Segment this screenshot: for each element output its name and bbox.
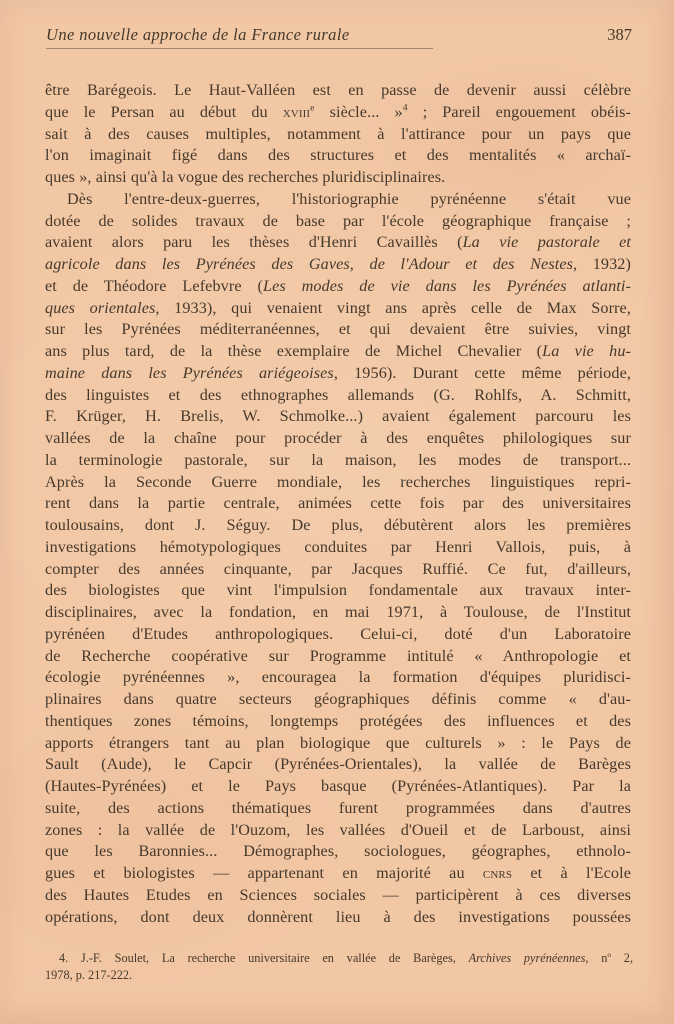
text-run: la terminologie pastorale, sur la maison, les modes de transport... — [45, 450, 631, 469]
italic-run: ques orientales — [45, 298, 156, 317]
text-run: vallées de la chaîne pour procéder à des enquêtes philologiques sur — [45, 429, 631, 447]
footnote — [45, 950, 633, 983]
text-line — [45, 493, 631, 515]
text-run: , n — [585, 951, 608, 965]
text-run: des linguistes et des ethnographes allemands (G. Rohlfs, A. Schmitt, — [45, 385, 631, 404]
superscript-run: 4 — [402, 102, 408, 114]
text-run: plinaires dans quatre secteurs géographiques définis comme « d'au- — [45, 690, 631, 708]
text-run: 1978, p. 217-222. — [45, 967, 133, 982]
text-line — [45, 646, 631, 668]
italic-run: Archives pyrénéennes — [468, 951, 586, 965]
italic-run: agricole dans les Pyrénées des Gaves, de l'Adour et des Nestes — [45, 255, 574, 273]
text-run: des Hautes Etudes en Sciences sociales — participèrent à ces diverses — [45, 885, 631, 904]
text-run: investigations hémotypologiques conduites par Henri Vallois, puis, à — [45, 537, 631, 556]
text-line — [45, 167, 631, 189]
text-run: Dès l'entre-deux-guerres, l'historiographie pyrénéenne s'était vue — [67, 189, 631, 208]
text-run: siècle... » — [314, 102, 403, 121]
text-run: écologie pyrénéennes », encouragea la formation d'équipes pluridisci- — [45, 668, 631, 687]
text-run: 4. J.-F. Soulet, La recherche universitaire en vallée de Barèges, — [59, 951, 469, 965]
text-run: 2, — [611, 951, 634, 965]
text-run: pyrénéen d'Etudes anthropologiques. Celui-ci, doté d'un Laboratoire — [45, 624, 631, 643]
text-line — [45, 80, 631, 102]
text-line — [45, 232, 631, 254]
body-text — [45, 80, 631, 928]
text-line — [45, 341, 631, 363]
text-line — [45, 189, 631, 211]
text-line — [45, 863, 631, 885]
text-line — [45, 124, 631, 146]
text-run: , 1956). Durant cette même période, — [333, 363, 632, 382]
text-line — [45, 537, 631, 559]
text-run: et de Théodore Lefebvre ( — [45, 276, 263, 295]
text-run: apports étrangers tant au plan biologique que culturels » : le Pays de — [45, 733, 631, 752]
text-run: toulousains, dont J. Séguy. De plus, débutèrent alors les premières — [45, 516, 631, 534]
text-line — [45, 472, 631, 494]
text-run: ans plus tard, de la thèse exemplaire de Michel Chevalier ( — [45, 342, 543, 360]
text-run: ques », ainsi qu'à la vogue des recherches pluridisciplinaires. — [45, 168, 446, 186]
text-line — [45, 298, 631, 320]
text-line — [45, 841, 631, 863]
text-line — [45, 602, 631, 624]
text-run: sur les Pyrénées méditerranéennes, et qui devaient être suivies, vingt — [45, 320, 631, 339]
text-run: et à l'Ecole — [512, 864, 631, 882]
text-run: compter des années cinquante, par Jacques Ruffié. Ce fut, d'ailleurs, — [45, 559, 631, 578]
italic-run: maine dans les Pyrénées ariégeoises — [45, 363, 334, 382]
superscript-run: e — [310, 102, 315, 114]
text-line — [45, 885, 631, 907]
text-line — [45, 102, 631, 124]
text-line — [45, 211, 631, 233]
text-run: , 1933), qui venaient vingt ans après celle de Max Sorre, — [155, 298, 631, 317]
paragraph — [45, 189, 631, 929]
text-line — [45, 624, 631, 646]
text-line — [45, 950, 633, 967]
text-line — [45, 276, 631, 298]
text-run: que les Baronnies... Démographes, sociologues, géographes, ethnolo- — [45, 842, 631, 861]
text-run: avaient alors paru les thèses d'Henri Cavaillès ( — [45, 233, 463, 252]
header-title: Une nouvelle approche de la France rurale — [46, 25, 350, 44]
smallcaps-run: cnrs — [482, 864, 513, 882]
text-line — [45, 450, 631, 472]
text-line — [45, 733, 631, 755]
text-line — [45, 145, 631, 167]
header-rule — [46, 48, 433, 49]
italic-run: La vie pastorale et — [462, 233, 631, 252]
text-run: suite, des actions thématiques furent programmées dans d'autres — [45, 798, 631, 817]
text-run: (Hautes-Pyrénées) et le Pays basque (Pyrénées-Atlantiques). Par la — [45, 777, 631, 795]
text-run: thentiques zones témoins, longtemps protégées des influences et des — [45, 711, 631, 730]
text-line — [45, 254, 631, 276]
running-header — [46, 25, 632, 45]
text-run: l'on imaginait figé dans des structures et des mentalités « archaï- — [45, 146, 631, 165]
text-line — [45, 667, 631, 689]
text-line — [45, 754, 631, 776]
text-line — [45, 559, 631, 581]
header-page-number: 387 — [607, 25, 632, 44]
text-run: F. Krüger, H. Brelis, W. Schmolke...) avaient également parcouru les — [45, 407, 631, 426]
text-run: être Barégeois. Le Haut-Valléen est en passe de devenir aussi célèbre — [45, 81, 631, 99]
text-line — [45, 428, 631, 450]
text-run: zones : la vallée de l'Ouzom, les vallées d'Oueil et de Larboust, ainsi — [45, 820, 631, 839]
text-line — [45, 406, 631, 428]
text-line — [45, 820, 631, 842]
text-run: gues et biologistes — appartenant en majorité au — [45, 864, 483, 882]
text-run: de Recherche coopérative sur Programme intitulé « Anthropologie et — [45, 646, 631, 665]
text-run: , 1932) — [573, 255, 631, 273]
text-run: des biologistes que vint l'impulsion fondamentale aux travaux inter- — [45, 581, 631, 600]
text-run: Sault (Aude), le Capcir (Pyrénées-Orientales), la vallée de Barèges — [45, 755, 631, 774]
text-run: dotée de solides travaux de base par l'école géographique française ; — [45, 211, 631, 230]
text-run: sait à des causes multiples, notamment à l'attirance pour un pays que — [45, 124, 631, 143]
text-run: rent dans la partie centrale, animées cette fois par des universitaires — [45, 494, 631, 513]
italic-run: La vie hu- — [542, 342, 632, 360]
text-line — [45, 776, 631, 798]
paragraph — [45, 80, 631, 189]
text-line — [45, 967, 633, 984]
text-run: opérations, dont deux donnèrent lieu à des investigations poussées — [45, 907, 631, 926]
text-line — [45, 515, 631, 537]
text-line — [45, 580, 631, 602]
text-run: Après la Seconde Guerre mondiale, les recherches linguistiques repri- — [45, 472, 631, 491]
text-line — [45, 319, 631, 341]
text-line — [45, 798, 631, 820]
superscript-run: o — [607, 949, 612, 959]
text-line — [45, 711, 631, 733]
italic-run: Les modes de vie dans les Pyrénées atlanti- — [262, 276, 631, 295]
text-line — [45, 689, 631, 711]
text-line — [45, 907, 631, 929]
text-line — [45, 363, 631, 385]
text-run: disciplinaires, avec la fondation, en mai 1971, à Toulouse, de l'Institut — [45, 603, 631, 621]
text-run: que le Persan au début du — [45, 102, 283, 121]
smallcaps-run: xviii — [282, 102, 311, 121]
text-line — [45, 385, 631, 407]
text-run: ; Pareil engouement obéis- — [407, 102, 631, 121]
